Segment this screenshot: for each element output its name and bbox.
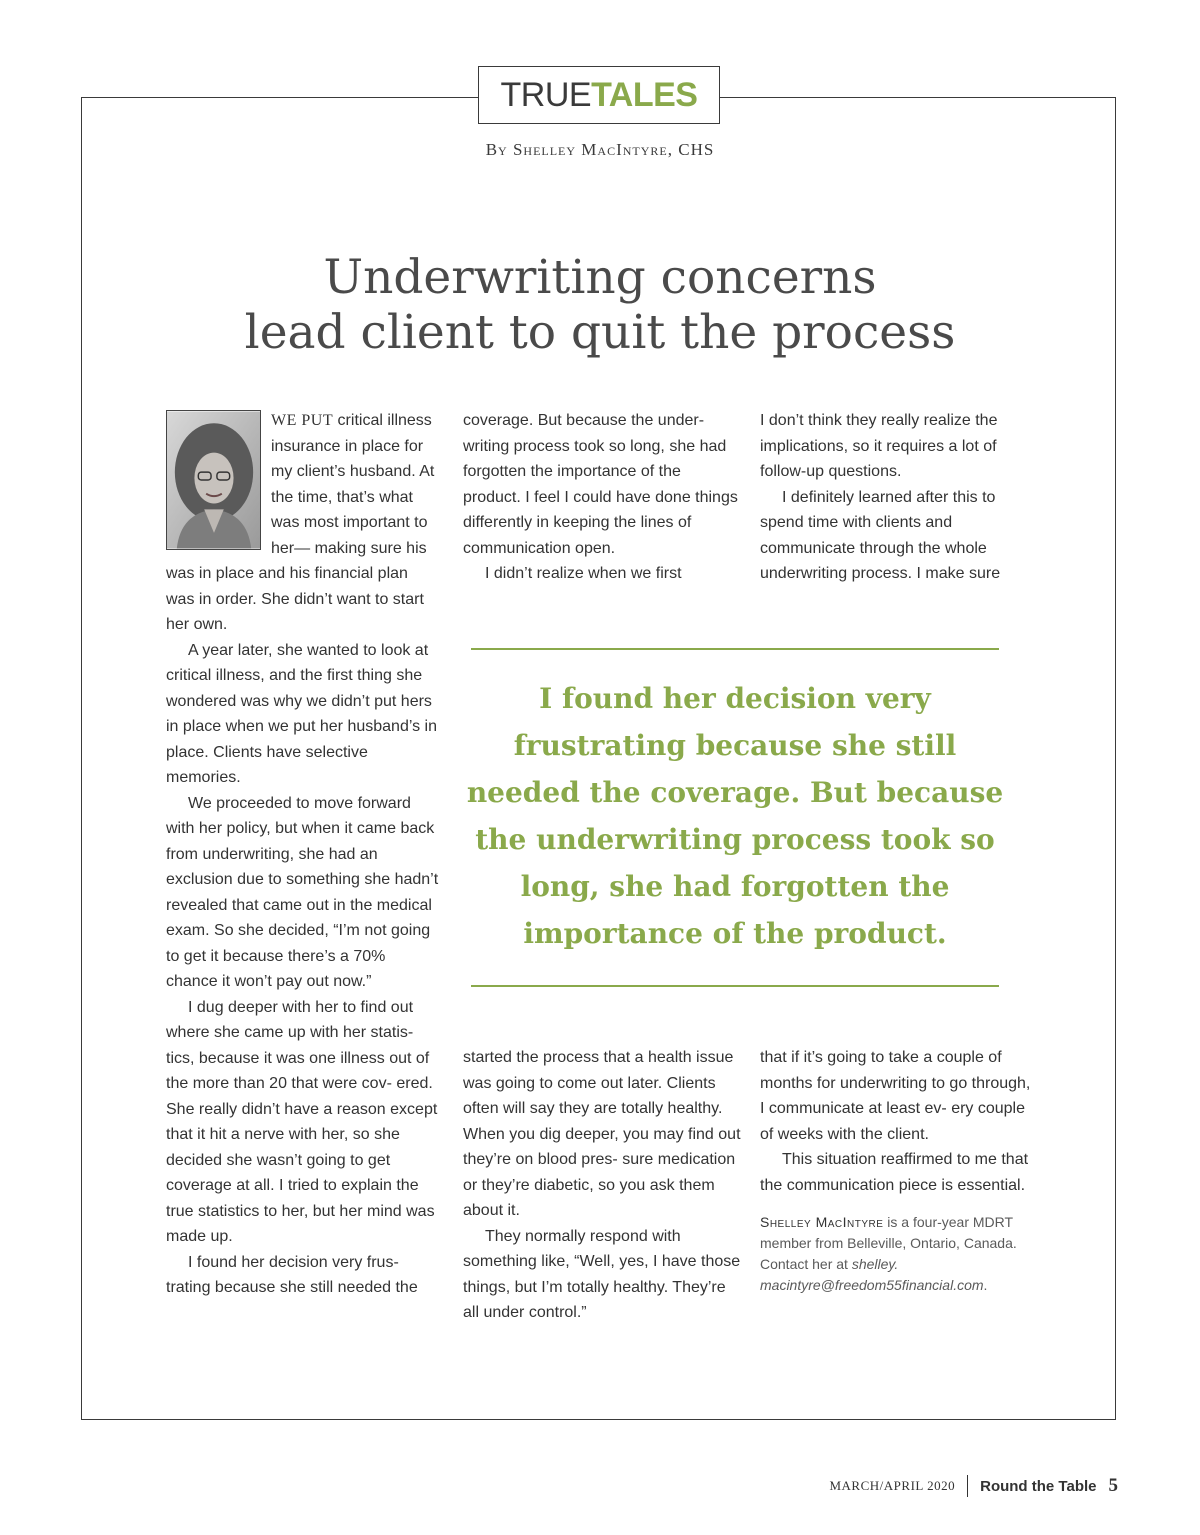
col1-para-4: I dug deeper with her to find out where she came up with her statis- tics, because it was one illness out of the more than 20 that were cov- ered. She really didn’t have a reason except that it hit a nerve with her, so she decided she wasn’t going to get coverage at all. I tried to explain the true statistics to her, but her mind was made up.: [166, 998, 438, 1245]
bio-author-name: Shelley MacIntyre: [760, 1214, 884, 1230]
col1-para-2: A year later, she wanted to look at critical illness, and the first thing she wondered was why we didn’t put hers in place when we put her husband’s in place. Clients have selective memories.: [166, 641, 437, 786]
page-number: 5: [1108, 1475, 1118, 1496]
lead-in: WE PUT: [271, 412, 334, 429]
column-2-top: [463, 408, 741, 587]
bio-email-link[interactable]: shelley. macintyre@freedom55financial.com: [760, 1256, 984, 1293]
col2-bottom-para-1: started the process that a health issue was going to come out later. Clients often will say they are totally healthy. When you dig deeper, you may find out they’re on blood pres- sure medication or they’re diabetic, so you ask them about it.: [463, 1049, 741, 1219]
headline: [150, 250, 1050, 360]
headline-line-1: Underwriting concerns: [323, 250, 877, 305]
col2-bottom-para-2: They normally respond with something like, “Well, yes, I have those things, but I’m totally healthy. They’re all under control.”: [463, 1227, 741, 1321]
column-3-top: [760, 408, 1032, 587]
col3-bottom-para-1: that if it’s going to take a couple of months for underwriting to go through, I communicate at least ev- ery couple of weeks with the client.: [760, 1049, 1031, 1143]
column-2-bottom: [463, 1045, 741, 1326]
pullquote: I found her decision very frustrating because she still needed the coverage. But because the underwriting process took so long, she had forgotten the importance of the product.: [466, 682, 1004, 950]
magazine-name: Round the Table: [980, 1477, 1097, 1495]
col2-para-1: coverage. But because the under- writing process took so long, she had forgotten the importance of the product. I feel I could have done things differently in keeping the lines of communication open.: [463, 412, 738, 557]
pullquote-top-rule: [471, 648, 999, 650]
column-1: [166, 408, 440, 1301]
col1-para-5: I found her decision very frus- trating because she still needed the: [166, 1253, 418, 1296]
page-footer: [829, 1475, 1118, 1497]
col1-para-3: We proceeded to move forward with her policy, but when it came back from underwriting, she had an exclusion due to something she hadn’t revealed that came out in the medical exam. So she decided, “I’m not going to get it because there’s a 70% chance it won’t pay out now.”: [166, 794, 439, 990]
pullquote-bottom-rule: [471, 985, 999, 987]
issue-date: MARCH/APRIL 2020: [829, 1478, 956, 1493]
col3-bottom-para-2: This situation reaffirmed to me that the communication piece is essential.: [760, 1151, 1029, 1194]
section-badge: [478, 66, 720, 124]
section-word-true: TRUE: [500, 75, 592, 114]
col3-para-1: I don’t think they really realize the implications, so it requires a lot of follow-up questions.: [760, 412, 998, 480]
col1-para-1: critical illness insurance in place for my client’s husband. At the time, that’s what was most important to her— making sure his was in place and his financial plan was in order. She didn’t want to start her own.: [166, 412, 435, 633]
headline-line-2: lead client to quit the process: [244, 305, 956, 360]
bio-end: .: [983, 1277, 988, 1293]
byline: By Shelley MacIntyre, CHS: [485, 140, 715, 159]
col3-para-2: I definitely learned after this to spend time with clients and communicate through the whole underwriting process. I make sure: [760, 488, 1001, 582]
column-3-bottom: [760, 1045, 1032, 1296]
author-bio: [760, 1212, 1032, 1296]
footer-divider: [967, 1475, 968, 1497]
col2-para-2: I didn’t realize when we first: [485, 565, 682, 582]
bio-text: is a four-year MDRT member from Belleville, Ontario, Canada. Contact her at: [760, 1214, 1017, 1272]
section-word-tales: TALES: [591, 75, 698, 114]
author-portrait-icon: [166, 410, 261, 550]
